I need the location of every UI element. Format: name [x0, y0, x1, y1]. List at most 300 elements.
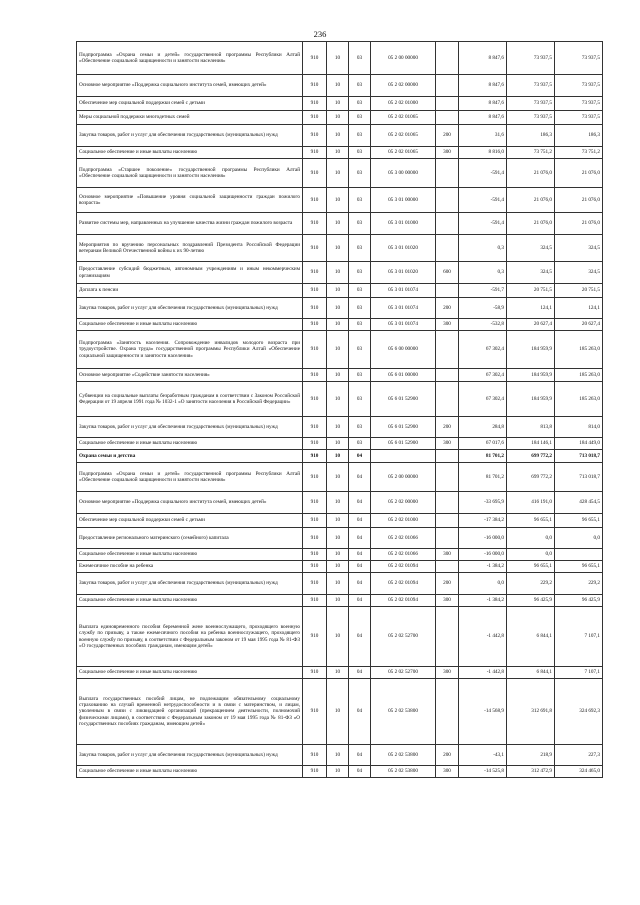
- subsection-code: 03: [349, 262, 371, 284]
- amount-1: -1 442,8: [459, 607, 507, 667]
- subsection-code: 04: [349, 595, 371, 607]
- section-code: 10: [327, 514, 349, 528]
- section-code: 10: [327, 595, 349, 607]
- amount-3: 324 692,3: [555, 679, 603, 745]
- ved-code: 910: [303, 97, 327, 111]
- ved-code: 910: [303, 549, 327, 561]
- amount-2: 324,5: [507, 262, 555, 284]
- table-row: [77, 382, 603, 417]
- ved-code: 910: [303, 159, 327, 188]
- ved-code: 910: [303, 573, 327, 595]
- expense-type-code: [436, 514, 459, 528]
- ved-code: 910: [303, 213, 327, 235]
- expense-type-code: 300: [436, 319, 459, 331]
- subsection-code: 04: [349, 450, 371, 463]
- subsection-code: 04: [349, 492, 371, 514]
- amount-2: 312 472,9: [507, 766, 555, 778]
- amount-2: 699 772,2: [507, 463, 555, 492]
- table-row: [77, 514, 603, 528]
- table-row: [77, 147, 603, 159]
- amount-3: 713 018,7: [555, 463, 603, 492]
- amount-1: 0,3: [459, 235, 507, 262]
- amount-2: 96 425,9: [507, 595, 555, 607]
- ved-code: 910: [303, 235, 327, 262]
- amount-3: 324,5: [555, 235, 603, 262]
- amount-1: 284,8: [459, 417, 507, 438]
- expense-type-code: 200: [436, 417, 459, 438]
- row-name: Подпрограмма «Занятость населения. Сопровождение инвалидов молодого возраста при трудоустройстве. Охрана труда» государственной программы Республики Алтай «Обеспечение социальной защищенности и занятости населения»: [77, 331, 303, 369]
- section-code: 10: [327, 667, 349, 679]
- section-code: 10: [327, 450, 349, 463]
- amount-3: 20 751,5: [555, 284, 603, 298]
- table-row: [77, 679, 603, 745]
- section-code: 10: [327, 111, 349, 125]
- amount-3: 184 449,0: [555, 438, 603, 450]
- page-number: 236: [313, 29, 327, 39]
- amount-2: 312 691,8: [507, 679, 555, 745]
- ved-code: 910: [303, 331, 327, 369]
- row-name: Доплата к пенсии: [77, 284, 303, 298]
- ved-code: 910: [303, 492, 327, 514]
- expense-type-code: 300: [436, 147, 459, 159]
- amount-2: 20 751,5: [507, 284, 555, 298]
- row-name: Социальное обеспечение и иные выплаты населению: [77, 549, 303, 561]
- section-code: 10: [327, 331, 349, 369]
- section-code: 10: [327, 262, 349, 284]
- ved-code: 910: [303, 298, 327, 319]
- amount-1: 67 302,4: [459, 382, 507, 417]
- expense-type-code: [436, 213, 459, 235]
- amount-1: -1 384,2: [459, 595, 507, 607]
- target-article-code: 05 3 01 01074: [371, 298, 436, 319]
- amount-1: -532,8: [459, 319, 507, 331]
- section-code: 10: [327, 561, 349, 573]
- amount-1: -591,4: [459, 188, 507, 213]
- target-article-code: 05 2 02 01065: [371, 147, 436, 159]
- amount-2: 21 076,0: [507, 213, 555, 235]
- subsection-code: 03: [349, 147, 371, 159]
- row-name: Основное мероприятие «Повышение уровня социальной защищенности граждан пожилого возраста»: [77, 188, 303, 213]
- amount-1: -591,4: [459, 159, 507, 188]
- amount-2: 73 937,5: [507, 111, 555, 125]
- amount-1: 8 847,6: [459, 97, 507, 111]
- amount-3: 73 751,2: [555, 147, 603, 159]
- subsection-code: 04: [349, 514, 371, 528]
- amount-3: 185 263,0: [555, 369, 603, 382]
- table-row: [77, 450, 603, 463]
- expense-type-code: [436, 450, 459, 463]
- target-article-code: 05 2 02 01066: [371, 528, 436, 549]
- expense-type-code: [436, 492, 459, 514]
- target-article-code: 05 2 02 52700: [371, 607, 436, 667]
- subsection-code: 03: [349, 331, 371, 369]
- section-code: 10: [327, 492, 349, 514]
- row-name: Закупка товаров, работ и услуг для обеспечения государственных (муниципальных) нужд: [77, 417, 303, 438]
- row-name: Социальное обеспечение и иные выплаты населению: [77, 319, 303, 331]
- table-row: [77, 97, 603, 111]
- expense-type-code: [436, 97, 459, 111]
- subsection-code: 04: [349, 745, 371, 766]
- amount-1: -14 568,9: [459, 679, 507, 745]
- amount-3: 0,0: [555, 528, 603, 549]
- subsection-code: 03: [349, 213, 371, 235]
- row-name: Основное мероприятие «Поддержка социального института семей, имеющих детей»: [77, 492, 303, 514]
- row-name: Ежемесячное пособие на ребенка: [77, 561, 303, 573]
- amount-2: 218,9: [507, 745, 555, 766]
- subsection-code: 04: [349, 561, 371, 573]
- table-row: [77, 369, 603, 382]
- table-row: [77, 766, 603, 778]
- expense-type-code: 300: [436, 667, 459, 679]
- table-row: [77, 573, 603, 595]
- expense-type-code: [436, 159, 459, 188]
- ved-code: 910: [303, 528, 327, 549]
- section-code: 10: [327, 438, 349, 450]
- amount-2: 73 937,5: [507, 97, 555, 111]
- table-row: [77, 561, 603, 573]
- subsection-code: 03: [349, 75, 371, 97]
- ved-code: 910: [303, 463, 327, 492]
- target-article-code: 05 3 01 01074: [371, 284, 436, 298]
- table-row: [77, 463, 603, 492]
- section-code: 10: [327, 75, 349, 97]
- amount-1: -14 525,8: [459, 766, 507, 778]
- amount-2: 0,0: [507, 528, 555, 549]
- ved-code: 910: [303, 111, 327, 125]
- amount-2: 0,0: [507, 549, 555, 561]
- amount-2: 324,5: [507, 235, 555, 262]
- section-code: 10: [327, 745, 349, 766]
- row-name: Выплата единовременного пособия беременной жене военнослужащего, проходящего военную службу по призыву, а также ежемесячного пособия на ребенка военнослужащего, проходящего военную службу по призыву, в соответствии с Федеральным законом от 19 мая 1995 года № 81-ФЗ «О государственных пособиях гражданам, имеющим детей»: [77, 607, 303, 667]
- table-row: [77, 607, 603, 667]
- target-article-code: 05 2 02 01094: [371, 561, 436, 573]
- subsection-code: 04: [349, 549, 371, 561]
- target-article-code: 05 2 02 52700: [371, 667, 436, 679]
- row-name: Подпрограмма «Старшее поколение» государственной программы Республики Алтай «Обеспечение социальной защищенности и занятости населения»: [77, 159, 303, 188]
- ved-code: 910: [303, 679, 327, 745]
- amount-3: 185 263,0: [555, 382, 603, 417]
- section-code: 10: [327, 298, 349, 319]
- ved-code: 910: [303, 745, 327, 766]
- section-code: 10: [327, 319, 349, 331]
- amount-3: 227,3: [555, 745, 603, 766]
- table-row: [77, 188, 603, 213]
- amount-2: 186,3: [507, 125, 555, 147]
- table-row: [77, 111, 603, 125]
- amount-1: -1 384,2: [459, 561, 507, 573]
- amount-3: 229,2: [555, 573, 603, 595]
- subsection-code: 03: [349, 159, 371, 188]
- subsection-code: 03: [349, 438, 371, 450]
- amount-2: 184 959,9: [507, 331, 555, 369]
- amount-3: 185 263,0: [555, 331, 603, 369]
- amount-1: -16 000,0: [459, 528, 507, 549]
- expense-type-code: [436, 463, 459, 492]
- amount-1: -58,9: [459, 298, 507, 319]
- amount-3: 21 076,0: [555, 188, 603, 213]
- amount-1: -33 695,9: [459, 492, 507, 514]
- amount-2: 124,1: [507, 298, 555, 319]
- row-name: Социальное обеспечение и иные выплаты населению: [77, 766, 303, 778]
- expense-type-code: [436, 382, 459, 417]
- ved-code: 910: [303, 595, 327, 607]
- subsection-code: 03: [349, 284, 371, 298]
- section-code: 10: [327, 463, 349, 492]
- amount-3: 428 454,5: [555, 492, 603, 514]
- amount-2: 6 844,1: [507, 667, 555, 679]
- amount-3: 7 107,1: [555, 607, 603, 667]
- target-article-code: 05 2 00 00000: [371, 463, 436, 492]
- target-article-code: 05 6 00 00000: [371, 331, 436, 369]
- target-article-code: 05 2 02 01094: [371, 573, 436, 595]
- table-row: [77, 42, 603, 75]
- row-name: Меры социальной поддержки многодетных семей: [77, 111, 303, 125]
- row-name: Закупка товаров, работ и услуг для обеспечения государственных (муниципальных) нужд: [77, 573, 303, 595]
- amount-3: 324 465,0: [555, 766, 603, 778]
- subsection-code: 03: [349, 188, 371, 213]
- section-code: 10: [327, 147, 349, 159]
- row-name: Основное мероприятие «Поддержка социального института семей, имеющих детей»: [77, 75, 303, 97]
- table-row: [77, 417, 603, 438]
- table-row: [77, 528, 603, 549]
- expense-type-code: 300: [436, 595, 459, 607]
- subsection-code: 03: [349, 417, 371, 438]
- amount-2: 229,2: [507, 573, 555, 595]
- subsection-code: 04: [349, 766, 371, 778]
- ved-code: 910: [303, 450, 327, 463]
- target-article-code: 05 2 02 00000: [371, 75, 436, 97]
- subsection-code: 04: [349, 528, 371, 549]
- subsection-code: 04: [349, 573, 371, 595]
- expense-type-code: 300: [436, 549, 459, 561]
- section-code: 10: [327, 188, 349, 213]
- section-code: 10: [327, 382, 349, 417]
- target-article-code: 05 3 01 01020: [371, 262, 436, 284]
- row-name: Предоставление субсидий бюджетным, автономным учреждениям и иным некоммерческим организациям: [77, 262, 303, 284]
- ved-code: 910: [303, 125, 327, 147]
- amount-2: 96 655,1: [507, 514, 555, 528]
- subsection-code: 04: [349, 667, 371, 679]
- subsection-code: 03: [349, 97, 371, 111]
- target-article-code: 05 3 01 01074: [371, 319, 436, 331]
- table-row: [77, 492, 603, 514]
- table-row: [77, 331, 603, 369]
- amount-2: 21 076,0: [507, 188, 555, 213]
- ved-code: 910: [303, 147, 327, 159]
- amount-1: 67 302,4: [459, 331, 507, 369]
- subsection-code: 03: [349, 382, 371, 417]
- subsection-code: 03: [349, 319, 371, 331]
- section-code: 10: [327, 284, 349, 298]
- ved-code: 910: [303, 188, 327, 213]
- target-article-code: 05 3 01 01020: [371, 235, 436, 262]
- table-row: [77, 549, 603, 561]
- amount-3: 186,3: [555, 125, 603, 147]
- section-code: 10: [327, 42, 349, 75]
- target-article-code: 05 2 00 00000: [371, 42, 436, 75]
- budget-table: [76, 41, 603, 778]
- amount-3: 96 425,9: [555, 595, 603, 607]
- expense-type-code: [436, 188, 459, 213]
- amount-2: 73 937,5: [507, 42, 555, 75]
- amount-2: 96 655,1: [507, 561, 555, 573]
- expense-type-code: [436, 528, 459, 549]
- subsection-code: 03: [349, 235, 371, 262]
- expense-type-code: [436, 42, 459, 75]
- amount-2: 73 937,5: [507, 75, 555, 97]
- amount-2: 416 191,0: [507, 492, 555, 514]
- expense-type-code: 300: [436, 766, 459, 778]
- row-name: Охрана семьи и детства: [77, 450, 303, 463]
- amount-1: -43,1: [459, 745, 507, 766]
- target-article-code: 05 6 01 00000: [371, 369, 436, 382]
- row-name: Основное мероприятие «Содействие занятости населения»: [77, 369, 303, 382]
- row-name: Обеспечение мер социальной поддержки семей с детьми: [77, 514, 303, 528]
- expense-type-code: 300: [436, 438, 459, 450]
- target-article-code: 05 2 02 01065: [371, 125, 436, 147]
- target-article-code: [371, 450, 436, 463]
- table-row: [77, 235, 603, 262]
- ved-code: 910: [303, 438, 327, 450]
- amount-2: 184 959,9: [507, 369, 555, 382]
- ved-code: 910: [303, 766, 327, 778]
- amount-1: 0,3: [459, 262, 507, 284]
- amount-3: 324,5: [555, 262, 603, 284]
- amount-3: 7 107,1: [555, 667, 603, 679]
- section-code: 10: [327, 549, 349, 561]
- table-row: [77, 125, 603, 147]
- row-name: Социальное обеспечение и иные выплаты населению: [77, 438, 303, 450]
- expense-type-code: [436, 284, 459, 298]
- ved-code: 910: [303, 75, 327, 97]
- target-article-code: 05 3 00 00000: [371, 159, 436, 188]
- row-name: Социальное обеспечение и иные выплаты населению: [77, 595, 303, 607]
- ved-code: 910: [303, 607, 327, 667]
- amount-3: 20 627,4: [555, 319, 603, 331]
- expense-type-code: [436, 331, 459, 369]
- subsection-code: 03: [349, 125, 371, 147]
- section-code: 10: [327, 573, 349, 595]
- row-name: Социальное обеспечение и иные выплаты населению: [77, 667, 303, 679]
- row-name: Подпрограмма «Охрана семьи и детей» государственной программы Республики Алтай «Обеспечение социальной защищенности и занятости населения»: [77, 42, 303, 75]
- target-article-code: 05 2 02 53800: [371, 679, 436, 745]
- amount-2: 20 627,4: [507, 319, 555, 331]
- ved-code: 910: [303, 369, 327, 382]
- target-article-code: 05 6 01 52900: [371, 382, 436, 417]
- section-code: 10: [327, 766, 349, 778]
- subsection-code: 03: [349, 298, 371, 319]
- section-code: 10: [327, 369, 349, 382]
- amount-3: 73 937,5: [555, 75, 603, 97]
- expense-type-code: [436, 75, 459, 97]
- target-article-code: 05 2 02 01094: [371, 595, 436, 607]
- amount-1: -17 384,2: [459, 514, 507, 528]
- section-code: 10: [327, 417, 349, 438]
- amount-2: 699 772,2: [507, 450, 555, 463]
- amount-1: 8 847,6: [459, 75, 507, 97]
- row-name: Развитие системы мер, направленных на улучшение качества жизни граждан пожилого возраста: [77, 213, 303, 235]
- row-name: Закупка товаров, работ и услуг для обеспечения государственных (муниципальных) нужд: [77, 745, 303, 766]
- target-article-code: 05 2 02 01066: [371, 549, 436, 561]
- table-row: [77, 595, 603, 607]
- row-name: Мероприятия по вручению персональных поздравлений Президента Российской Федерации ветеранам Великой Отечественной войны к их 90-летию: [77, 235, 303, 262]
- subsection-code: 04: [349, 679, 371, 745]
- row-name: Субвенции на социальные выплаты безработным гражданам в соответствии с Законом Российской Федерации от 19 апреля 1991 года № 1032-1 «О занятости населения в Российской Федерации»: [77, 382, 303, 417]
- ved-code: 910: [303, 262, 327, 284]
- ved-code: 910: [303, 514, 327, 528]
- amount-1: 81 701,2: [459, 463, 507, 492]
- row-name: Подпрограмма «Охрана семьи и детей» государственной программы Республики Алтай «Обеспечение социальной защищенности и занятости населения»: [77, 463, 303, 492]
- amount-1: 8 847,6: [459, 42, 507, 75]
- table-row: [77, 75, 603, 97]
- amount-1: 8 847,6: [459, 111, 507, 125]
- ved-code: 910: [303, 42, 327, 75]
- amount-1: -1 442,8: [459, 667, 507, 679]
- ved-code: 910: [303, 382, 327, 417]
- ved-code: 910: [303, 667, 327, 679]
- expense-type-code: [436, 679, 459, 745]
- amount-1: 81 701,2: [459, 450, 507, 463]
- subsection-code: 03: [349, 111, 371, 125]
- target-article-code: 05 2 02 01000: [371, 514, 436, 528]
- target-article-code: 05 2 02 01065: [371, 111, 436, 125]
- expense-type-code: 200: [436, 573, 459, 595]
- target-article-code: 05 6 01 52900: [371, 417, 436, 438]
- table-row: [77, 262, 603, 284]
- section-code: 10: [327, 159, 349, 188]
- table-row: [77, 213, 603, 235]
- amount-1: 31,6: [459, 125, 507, 147]
- amount-3: [555, 549, 603, 561]
- table-row: [77, 284, 603, 298]
- ved-code: 910: [303, 417, 327, 438]
- row-name: Обеспечение мер социальной поддержки семей с детьми: [77, 97, 303, 111]
- amount-1: 0,0: [459, 573, 507, 595]
- amount-3: 96 655,1: [555, 561, 603, 573]
- amount-1: 67 017,6: [459, 438, 507, 450]
- subsection-code: 03: [349, 369, 371, 382]
- row-name: Выплата государственных пособий лицам, не подлежащим обязательному социальному страхованию на случай временной нетрудоспособности и в связи с материнством, и лицам, уволенным в связи с ликвидацией организаций (прекращением деятельности, полномочий физическими лицами), в соответствии с Федеральным законом от 19 мая 1995 года № 81-ФЗ «О государственных пособиях гражданам, имеющим детей»: [77, 679, 303, 745]
- amount-1: 8 816,0: [459, 147, 507, 159]
- amount-2: 6 844,1: [507, 607, 555, 667]
- row-name: Закупка товаров, работ и услуг для обеспечения государственных (муниципальных) нужд: [77, 298, 303, 319]
- section-code: 10: [327, 607, 349, 667]
- section-code: 10: [327, 235, 349, 262]
- amount-3: 814,0: [555, 417, 603, 438]
- subsection-code: 04: [349, 463, 371, 492]
- row-name: Закупка товаров, работ и услуг для обеспечения государственных (муниципальных) нужд: [77, 125, 303, 147]
- target-article-code: 05 2 02 53800: [371, 766, 436, 778]
- ved-code: 910: [303, 319, 327, 331]
- section-code: 10: [327, 213, 349, 235]
- expense-type-code: [436, 111, 459, 125]
- expense-type-code: [436, 369, 459, 382]
- target-article-code: 05 2 02 01000: [371, 97, 436, 111]
- subsection-code: 04: [349, 607, 371, 667]
- expense-type-code: [436, 607, 459, 667]
- expense-type-code: 600: [436, 262, 459, 284]
- table-row: [77, 159, 603, 188]
- amount-1: -591,4: [459, 213, 507, 235]
- amount-3: 96 655,1: [555, 514, 603, 528]
- amount-1: 67 302,4: [459, 369, 507, 382]
- amount-3: 73 937,5: [555, 97, 603, 111]
- table-row: [77, 438, 603, 450]
- amount-2: 813,8: [507, 417, 555, 438]
- table-row: [77, 745, 603, 766]
- amount-3: 713 018,7: [555, 450, 603, 463]
- amount-3: 21 076,0: [555, 159, 603, 188]
